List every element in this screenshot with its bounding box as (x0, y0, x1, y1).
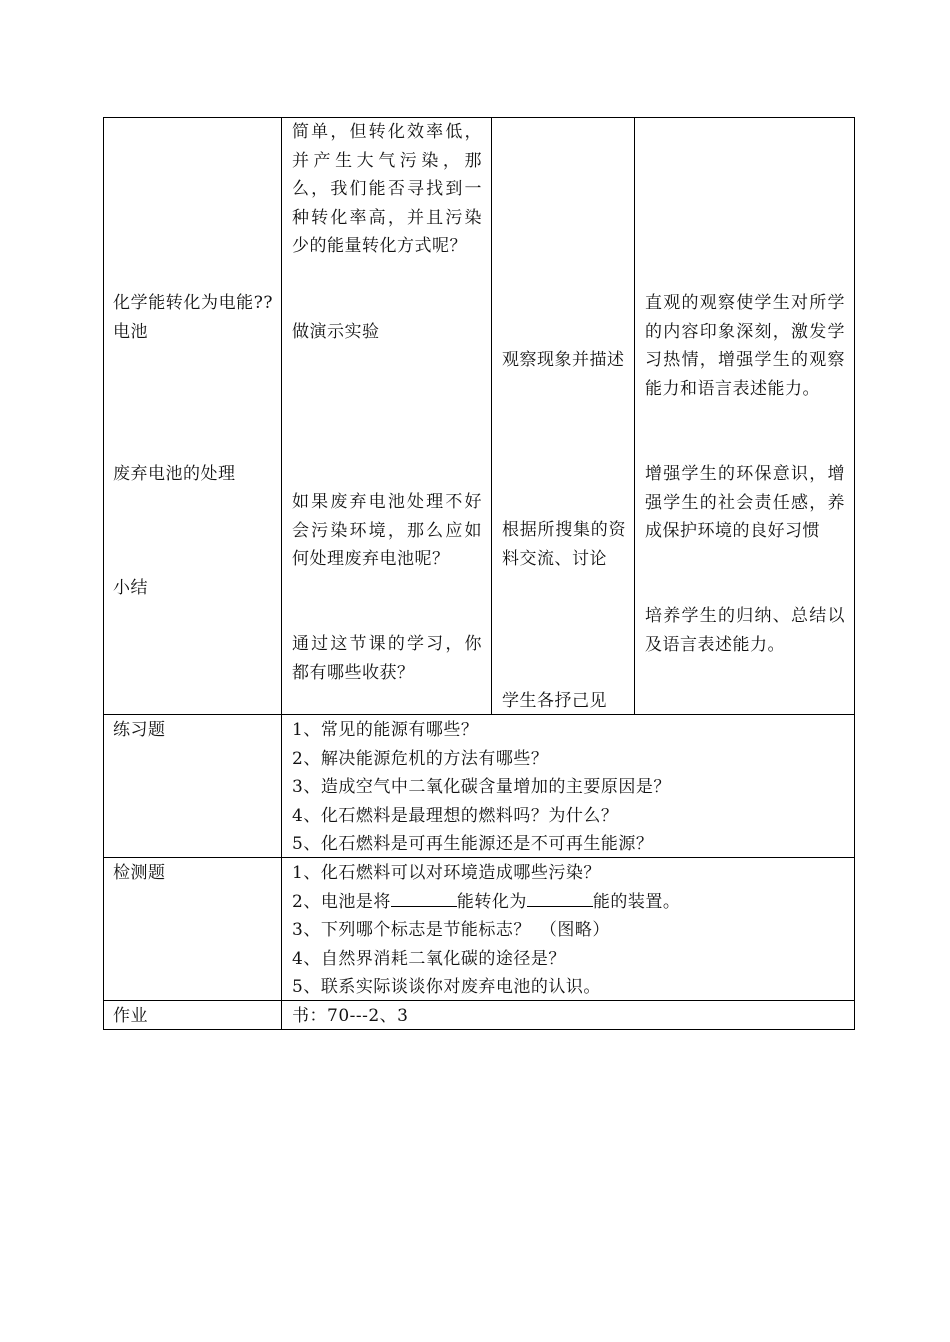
exercise-item: 3、造成空气中二氧化碳含量增加的主要原因是？ (292, 777, 671, 797)
homework-label: 作业 (113, 1006, 148, 1026)
teacher-text-waste: 如果废弃电池处理不好会污染环境，那么应如何处理废弃电池呢？ (292, 492, 482, 569)
purpose-observe: 直观的观察使学生对所学的内容印象深刻，激发学习热情，增强学生的观察能力和语言表述能力。 (645, 293, 845, 399)
purpose-environment: 增强学生的环保意识，增强学生的社会责任感，养成保护环境的良好习惯 (645, 464, 845, 541)
test-label: 检测题 (113, 863, 166, 883)
teacher-text-summary: 通过这节课的学习，你都有哪些收获？ (292, 634, 482, 683)
test-item2-part-a: 2、电池是将 (292, 891, 391, 912)
test-list (292, 859, 847, 1002)
test-item-fill-blank (292, 888, 847, 917)
topic-summary: 小结 (113, 578, 148, 598)
table-border-right (854, 117, 855, 1030)
purpose-summary: 培养学生的归纳、总结以及语言表述能力。 (645, 606, 845, 655)
exercise-item: 4、化石燃料是最理想的燃料吗？为什么？ (292, 805, 619, 826)
table-border-col3 (634, 117, 635, 714)
homework-content: 书：70---2、3 (292, 1006, 409, 1026)
blank-line (527, 888, 593, 907)
table-border-row1 (103, 714, 855, 715)
topic-waste-battery: 废弃电池的处理 (113, 464, 236, 484)
teacher-text-intro: 简单，但转化效率低，并产生大气污染，那么，我们能否寻找到一种转化率高，并且污染少的能量转化方式呢？ (292, 122, 482, 256)
test-item: 5、联系实际谈谈你对废弃电池的认识。 (292, 977, 601, 997)
test-item2-part-b: 能转化为 (456, 891, 527, 912)
test-item: 4、自然界消耗二氧化碳的途径是？ (292, 948, 566, 969)
table-border-col2 (491, 117, 492, 714)
blank-line (391, 888, 457, 907)
exercises-list (292, 716, 847, 859)
student-activity-share: 学生各抒己见 (502, 691, 607, 711)
table-border-left (103, 117, 104, 1030)
topic-battery: 化学能转化为电能??电池 (113, 293, 273, 342)
exercise-item: 5、化石燃料是可再生能源还是不可再生能源？ (292, 834, 654, 854)
test-item2-part-c: 能的装置。 (592, 891, 681, 912)
table-border-col1 (281, 117, 282, 1030)
student-activity-observe: 观察现象并描述 (502, 350, 625, 370)
test-item: 3、下列哪个标志是节能标志？ （图略） (292, 920, 610, 940)
exercises-label: 练习题 (113, 720, 166, 740)
teacher-text-demo: 做演示实验 (292, 322, 380, 342)
exercise-item: 2、解决能源危机的方法有哪些？ (292, 748, 549, 769)
student-activity-discuss: 根据所搜集的资料交流、讨论 (502, 520, 626, 569)
exercise-item: 1、常见的能源有哪些？ (292, 720, 479, 740)
test-item: 1、化石燃料可以对环境造成哪些污染？ (292, 863, 601, 883)
